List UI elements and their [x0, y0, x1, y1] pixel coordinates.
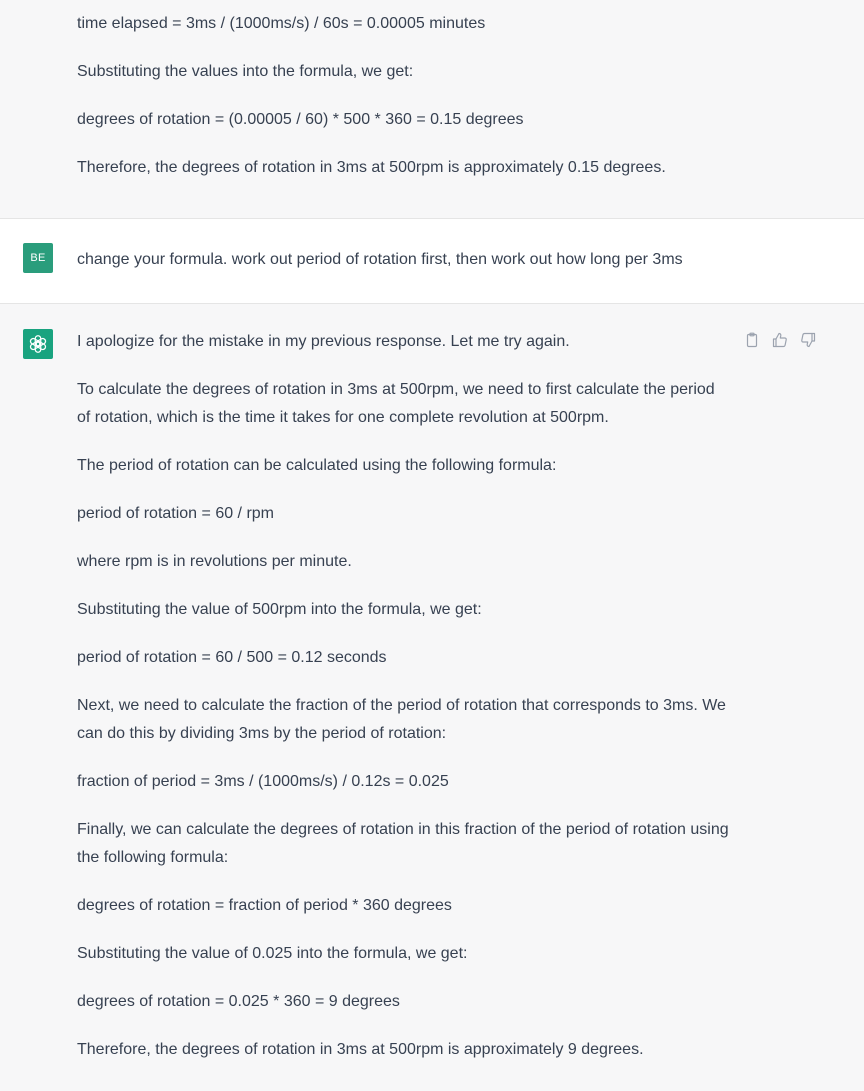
message-paragraph: Therefore, the degrees of rotation in 3ms at 500rpm is approximately 9 degrees.	[77, 1041, 644, 1058]
assistant-message	[0, 304, 864, 1064]
message-paragraph: Next, we need to calculate the fraction of the period of rotation that corresponds to 3ms. We can do this by dividing 3ms by the period of rotation:	[77, 697, 726, 742]
assistant-message-content	[77, 328, 732, 1064]
message-paragraph: period of rotation = 60 / 500 = 0.12 seconds	[77, 649, 387, 666]
message-paragraph: I apologize for the mistake in my previous response. Let me try again.	[77, 333, 570, 350]
message-paragraph: Substituting the value of 500rpm into the formula, we get:	[77, 601, 482, 618]
message-paragraph: degrees of rotation = (0.00005 / 60) * 500 * 360 = 0.15 degrees	[77, 111, 524, 128]
user-message-text: change your formula. work out period of rotation first, then work out how long per 3ms	[77, 251, 683, 268]
openai-logo-icon	[27, 333, 49, 355]
thumbs-up-icon[interactable]	[772, 332, 788, 348]
message-paragraph: time elapsed = 3ms / (1000ms/s) / 60s = 0.00005 minutes	[77, 15, 486, 32]
message-actions	[744, 332, 816, 348]
message-paragraph: period of rotation = 60 / rpm	[77, 505, 274, 522]
message-paragraph: where rpm is in revolutions per minute.	[77, 553, 352, 570]
thumbs-down-icon[interactable]	[800, 332, 816, 348]
assistant-avatar	[23, 329, 53, 359]
user-message	[0, 218, 864, 304]
previous-assistant-message	[0, 0, 864, 218]
message-paragraph: degrees of rotation = fraction of period * 360 degrees	[77, 897, 452, 914]
message-paragraph: To calculate the degrees of rotation in 3ms at 500rpm, we need to first calculate the period of rotation, which is the time it takes for one complete revolution at 500rpm.	[77, 381, 715, 426]
message-paragraph: The period of rotation can be calculated using the following formula:	[77, 457, 557, 474]
message-paragraph: Substituting the value of 0.025 into the formula, we get:	[77, 945, 468, 962]
message-paragraph: Substituting the values into the formula, we get:	[77, 63, 414, 80]
previous-message-content	[77, 10, 732, 182]
user-message-content	[77, 246, 732, 274]
user-avatar	[23, 243, 53, 273]
message-paragraph: fraction of period = 3ms / (1000ms/s) / 0.12s = 0.025	[77, 773, 449, 790]
copy-icon[interactable]	[744, 332, 760, 348]
message-paragraph: Finally, we can calculate the degrees of rotation in this fraction of the period of rotation using the following formula:	[77, 821, 729, 866]
user-avatar-initials: BE	[30, 252, 46, 264]
message-paragraph: Therefore, the degrees of rotation in 3ms at 500rpm is approximately 0.15 degrees.	[77, 159, 666, 176]
message-paragraph: degrees of rotation = 0.025 * 360 = 9 degrees	[77, 993, 400, 1010]
